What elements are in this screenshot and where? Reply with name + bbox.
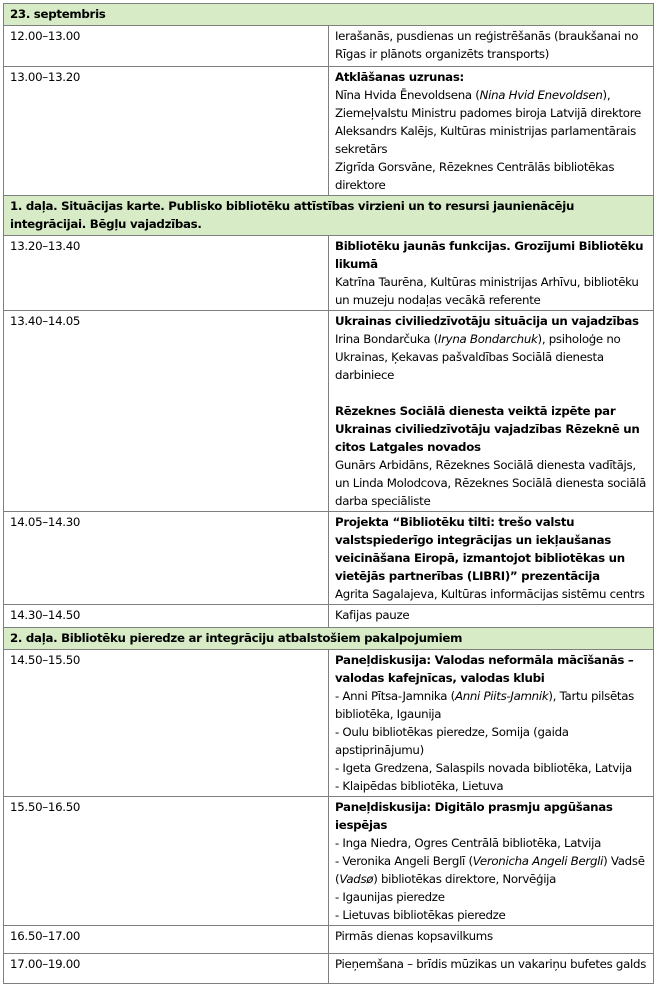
panelist-line: - Veronika Angeli Berglī (Veronicha Angeli Bergli) Vadsē (Vadsø) bibliotēkas direktore, Norvēģija — [335, 854, 645, 886]
session-cell — [329, 67, 654, 196]
time-cell: 14.30–14.50 — [4, 605, 329, 628]
session-text: Ierašanās, pusdienas un reģistrēšanās (braukšanai no Rīgas ir plānots organizēts transports) — [335, 29, 639, 61]
panelist-line: - Igeta Gredzena, Salaspils novada bibliotēka, Latvija — [335, 761, 632, 775]
panelist-line: - Inga Niedra, Ogres Centrālā bibliotēka, Latvija — [335, 836, 602, 850]
table-row — [4, 650, 654, 797]
session-cell — [329, 926, 654, 954]
time-cell: 12.00–13.00 — [4, 26, 329, 67]
session-title: Paneļdiskusija: Digitālo prasmju apgūšanas iespējas — [335, 800, 613, 832]
section-header-row — [4, 196, 654, 236]
session-cell — [329, 311, 654, 512]
time-cell: 14.50–15.50 — [4, 650, 329, 797]
table-row — [4, 954, 654, 984]
agenda-table — [3, 3, 654, 984]
table-row — [4, 797, 654, 926]
time-cell: 13.20–13.40 — [4, 236, 329, 311]
table-row — [4, 26, 654, 67]
panelist-line: - Oulu bibliotēkas pieredze, Somija (gaida apstiprinājumu) — [335, 725, 569, 757]
session-cell — [329, 797, 654, 926]
session-cell — [329, 605, 654, 628]
speaker-line: Gunārs Arbidāns, Rēzeknes Sociālā dienesta vadītājs, un Linda Molodcova, Rēzeknes Sociālā dienesta sociālā darba speciāliste — [335, 458, 647, 508]
section-header-row — [4, 628, 654, 650]
speaker-line: Agrita Sagalajeva, Kultūras informācijas sistēmu centrs — [335, 587, 645, 601]
session-cell — [329, 236, 654, 311]
section-header: 1. daļa. Situācijas karte. Publisko bibliotēku attīstības virzieni un to resursi jaunienācēju integrācijai. Bēgļu vajadzības. — [4, 196, 654, 236]
speaker-line: Zigrīda Gorsvāne, Rēzeknes Centrālās bibliotēkas direktore — [335, 160, 615, 192]
session-title: Rēzeknes Sociālā dienesta veiktā izpēte par Ukrainas civiliedzīvotāju vajadzības Rēzeknē un citos Latgales novados — [335, 404, 640, 454]
time-cell: 14.05–14.30 — [4, 512, 329, 605]
section-header: 2. daļa. Bibliotēku pieredze ar integrāciju atbalstošiem pakalpojumiem — [4, 628, 654, 650]
session-title: Bibliotēku jaunās funkcijas. Grozījumi Bibliotēku likumā — [335, 239, 644, 271]
time-cell: 15.50–16.50 — [4, 797, 329, 926]
session-text: Kafijas pauze — [335, 608, 410, 622]
time-cell: 16.50–17.00 — [4, 926, 329, 954]
panelist-line: - Igaunijas pieredze — [335, 890, 445, 904]
day-header-row — [4, 4, 654, 26]
session-title: Paneļdiskusija: Valodas neformāla mācīšanās – valodas kafejnīcas, valodas klubi — [335, 653, 634, 685]
table-row — [4, 236, 654, 311]
time-cell: 13.00–13.20 — [4, 67, 329, 196]
table-row — [4, 311, 654, 512]
session-title: Atklāšanas uzrunas: — [335, 70, 464, 84]
speaker-line: Katrīna Taurēna, Kultūras ministrijas Arhīvu, bibliotēku un muzeju nodaļas vecākā referente — [335, 275, 639, 307]
table-row — [4, 67, 654, 196]
speaker-line: Nīna Hvida Ēnevoldsena (Nina Hvid Enevoldsen), Ziemeļvalstu Ministru padomes biroja Latvijā direktore — [335, 88, 641, 120]
session-cell — [329, 512, 654, 605]
session-title: Ukrainas civiliedzīvotāju situācija un vajadzības — [335, 314, 639, 328]
panelist-line: - Anni Pītsa-Jamnika (Anni Piits-Jamnik), Tartu pilsētas bibliotēka, Igaunija — [335, 689, 635, 721]
speaker-line: Aleksandrs Kalējs, Kultūras ministrijas parlamentārais sekretārs — [335, 124, 637, 156]
session-text: Pieņemšana – brīdis mūzikas un vakariņu bufetes galds — [335, 957, 647, 971]
table-row — [4, 926, 654, 954]
table-row — [4, 512, 654, 605]
day-header: 23. septembris — [4, 4, 654, 26]
session-cell — [329, 650, 654, 797]
panelist-line: - Lietuvas bibliotēkas pieredze — [335, 908, 506, 922]
table-row — [4, 605, 654, 628]
session-cell — [329, 26, 654, 67]
spacer — [335, 384, 649, 402]
time-cell: 13.40–14.05 — [4, 311, 329, 512]
session-text: Pirmās dienas kopsavilkums — [335, 929, 493, 943]
time-cell: 17.00–19.00 — [4, 954, 329, 984]
session-title: Projekta “Bibliotēku tilti: trešo valstu valstspiederīgo integrācijas un iekļaušanas veicināšana Eiropā, izmantojot bibliotēkas un vietējās partnerības (LIBRI)” prezentācija — [335, 515, 625, 583]
speaker-line: Irina Bondarčuka (Iryna Bondarchuk), psiholoģe no Ukrainas, Ķekavas pašvaldības Sociālā dienesta darbiniece — [335, 332, 621, 382]
session-cell — [329, 954, 654, 984]
panelist-line: - Klaipēdas bibliotēka, Lietuva — [335, 779, 504, 793]
